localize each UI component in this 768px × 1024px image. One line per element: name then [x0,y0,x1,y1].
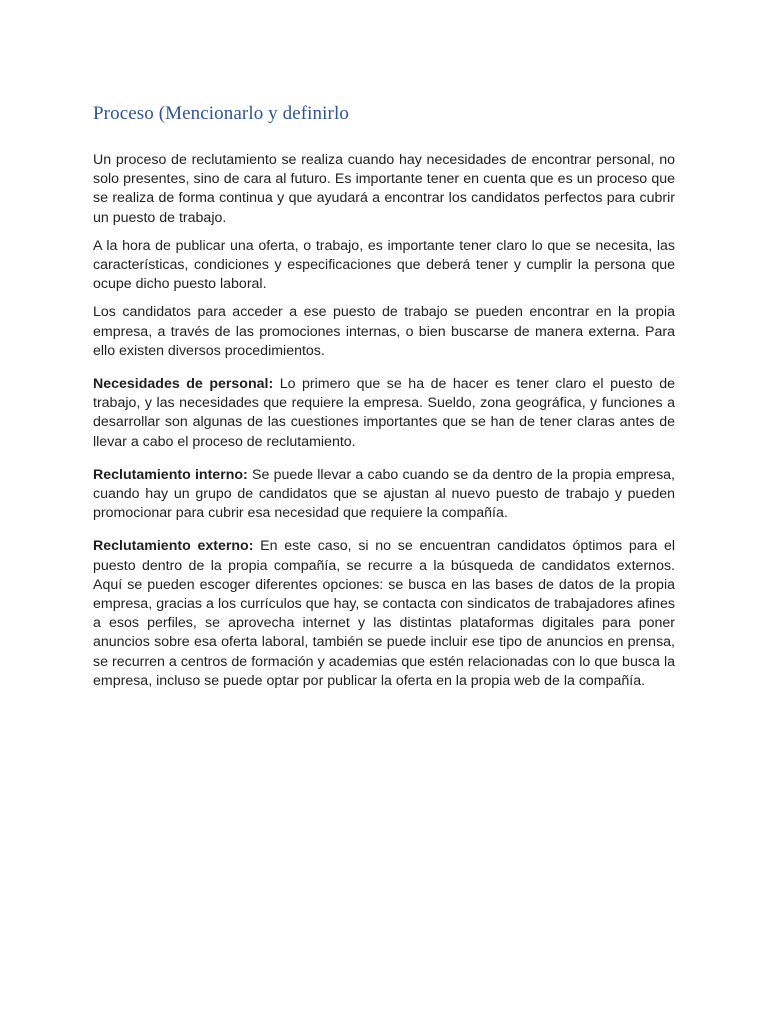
paragraph-necesidades-personal [93,375,675,452]
paragraph-text: A la hora de publicar una oferta, o trabajo, es importante tener claro lo que se necesita, las características, condiciones y especificaciones que deberá tener y cumplir la persona que ocupe dicho puesto laboral. [93,237,675,293]
document-page [93,101,675,691]
paragraph-text: Lo primero que se ha de hacer es tener claro el puesto de trabajo, y las necesidades que requiere la empresa. Sueldo, zona geográfica, y funciones a desarrollar son algunas de las cuestiones importantes que se han de tener claras antes de llevar a cabo el proceso de reclutamiento. [93,376,675,450]
paragraph-text: Los candidatos para acceder a ese puesto de trabajo se pueden encontrar en la propia empresa, a través de las promociones internas, o bien buscarse de manera externa. Para ello existen diversos procedimientos. [93,304,675,359]
term-reclutamiento-interno: Reclutamiento interno: [93,466,248,483]
paragraph-text: Un proceso de reclutamiento se realiza cuando hay necesidades de encontrar personal, no solo presentes, sino de cara al futuro. Es importante tener en cuenta que es un proceso que se realiza de forma continua y que ayudará a encontrar los candidatos perfectos para cubrir un puesto de trabajo. [93,152,675,226]
paragraph-publicar-oferta [93,237,675,295]
paragraph-candidatos [93,303,675,361]
paragraph-intro [93,151,675,228]
section-heading: Proceso (Mencionarlo y definirlo [93,103,349,124]
term-reclutamiento-externo: Reclutamiento externo: [93,538,254,555]
paragraph-reclutamiento-externo [93,537,675,691]
paragraph-text: En este caso, si no se encuentran candidatos óptimos para el puesto dentro de la propia compañía, se recurre a la búsqueda de candidatos externos. Aquí se pueden escoger diferentes opciones: se busca en las bases de datos de la propia empresa, gracias a los currículos que hay, se contacta con sindicatos de trabajadores afines a esos perfiles, se aprovecha internet y las distintas plataformas digitales para poner anuncios sobre esa oferta laboral, también se puede incluir ese tipo de anuncios en prensa, se recurren a centros de formación y academias que estén relacionadas con lo que busca la empresa, incluso se puede optar por publicar la oferta en la propia web de la compañía. [93,538,675,689]
term-necesidades-personal: Necesidades de personal: [93,376,274,393]
paragraph-text: Se puede llevar a cabo cuando se da dentro de la propia empresa, cuando hay un grupo de candidatos que se ajustan al nuevo puesto de trabajo y pueden promocionar para cubrir esa necesidad que requiere la compañía. [93,466,675,522]
paragraph-reclutamiento-interno [93,466,675,524]
